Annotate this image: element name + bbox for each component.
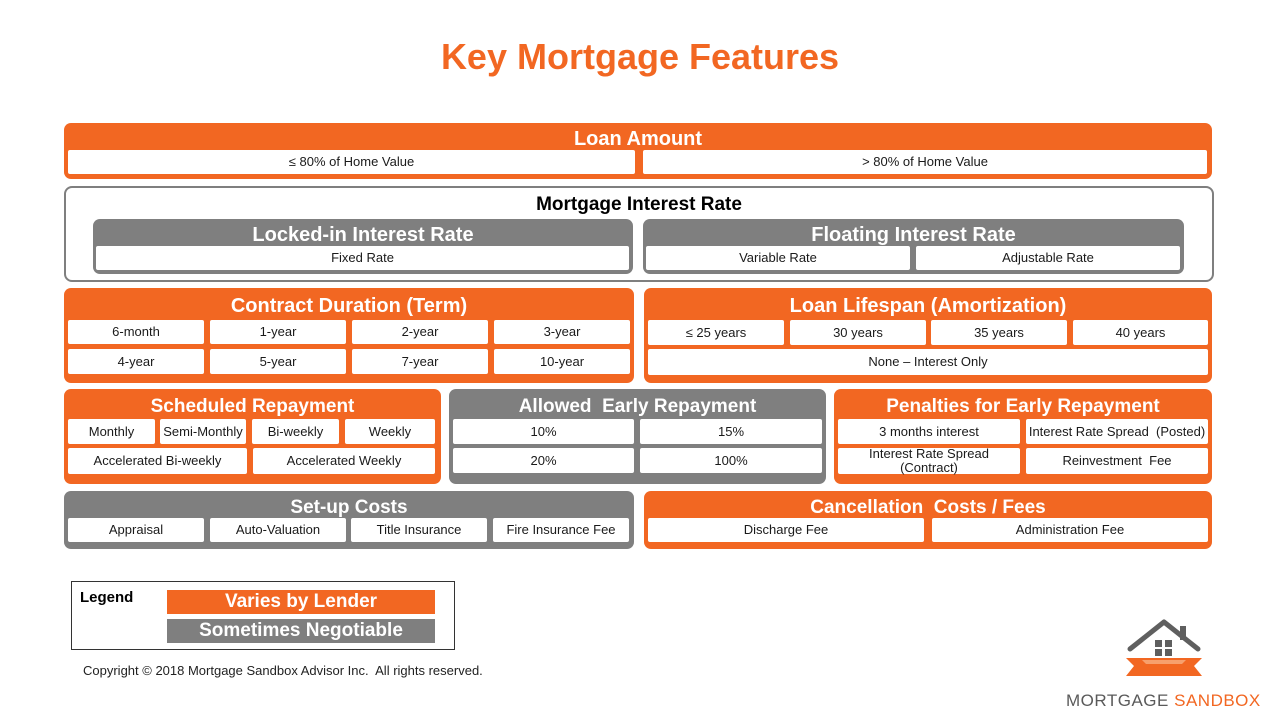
locked-rate-panel [93, 219, 633, 274]
locked-rate-option: Fixed Rate [96, 246, 629, 270]
penalties-option: Reinvestment Fee [1026, 448, 1208, 474]
setup-costs-option: Appraisal [68, 518, 204, 542]
term-option: 5-year [210, 349, 346, 374]
penalties-option: 3 months interest [838, 419, 1020, 444]
cancellation-title: Cancellation Costs / Fees [810, 497, 1046, 518]
penalties-option: Interest Rate Spread (Contract) [838, 448, 1020, 474]
early-repayment-option: 15% [640, 419, 822, 444]
term-option: 10-year [494, 349, 630, 374]
interest-rate-title: Mortgage Interest Rate [536, 194, 742, 215]
locked-rate-title: Locked-in Interest Rate [252, 224, 474, 246]
cancellation-panel [644, 491, 1212, 549]
scheduled-repayment-option: Accelerated Bi-weekly [68, 448, 247, 474]
penalties-panel [834, 389, 1212, 484]
brand-name-part2: SANDBOX [1174, 691, 1261, 710]
setup-costs-option: Auto-Valuation [210, 518, 346, 542]
amortization-option: 30 years [790, 320, 926, 345]
amortization-option: ≤ 25 years [648, 320, 784, 345]
legend [71, 581, 455, 650]
setup-costs-panel [64, 491, 634, 549]
loan-amount-title: Loan Amount [573, 128, 703, 150]
floating-rate-title: Floating Interest Rate [811, 224, 1016, 246]
interest-rate-panel [64, 186, 1214, 282]
term-panel [64, 288, 634, 383]
term-option: 1-year [210, 320, 346, 344]
loan-amount-option: > 80% of Home Value [643, 150, 1207, 174]
scheduled-repayment-option: Monthly [68, 419, 155, 444]
term-option: 4-year [68, 349, 204, 374]
scheduled-repayment-option: Accelerated Weekly [253, 448, 435, 474]
house-logo-icon [1122, 616, 1206, 680]
setup-costs-title: Set-up Costs [290, 497, 408, 518]
loan-amount-option: ≤ 80% of Home Value [68, 150, 635, 174]
cancellation-option: Administration Fee [932, 518, 1208, 542]
term-title: Contract Duration (Term) [230, 295, 468, 317]
scheduled-repayment-option: Semi-Monthly [160, 419, 246, 444]
scheduled-repayment-option: Bi-weekly [252, 419, 339, 444]
legend-sometimes-negotiable: Sometimes Negotiable [167, 619, 435, 643]
setup-costs-option: Fire Insurance Fee [493, 518, 629, 542]
setup-costs-option: Title Insurance [351, 518, 487, 542]
floating-rate-option: Variable Rate [646, 246, 910, 270]
early-repayment-option: 10% [453, 419, 634, 444]
page-title: Key Mortgage Features [440, 36, 840, 77]
floating-rate-panel [643, 219, 1184, 274]
scheduled-repayment-title: Scheduled Repayment [150, 396, 355, 417]
amortization-title: Loan Lifespan (Amortization) [789, 295, 1067, 317]
loan-amount-panel [64, 123, 1212, 179]
term-option: 2-year [352, 320, 488, 344]
term-option: 3-year [494, 320, 630, 344]
early-repayment-panel [449, 389, 826, 484]
copyright-text: Copyright © 2018 Mortgage Sandbox Advisor Inc. All rights reserved. [83, 663, 483, 678]
legend-varies-by-lender: Varies by Lender [167, 590, 435, 614]
penalties-title: Penalties for Early Repayment [886, 396, 1160, 417]
early-repayment-option: 20% [453, 448, 634, 473]
floating-rate-option: Adjustable Rate [916, 246, 1180, 270]
scheduled-repayment-panel [64, 389, 441, 484]
early-repayment-option: 100% [640, 448, 822, 473]
amortization-option: None – Interest Only [648, 349, 1208, 375]
legend-title: Legend [80, 589, 134, 606]
amortization-option: 35 years [931, 320, 1067, 345]
brand-name-part1: MORTGAGE [1066, 691, 1169, 710]
penalties-option: Interest Rate Spread (Posted) [1026, 419, 1208, 444]
term-option: 6-month [68, 320, 204, 344]
brand-logo [1066, 691, 1261, 711]
amortization-panel [644, 288, 1212, 383]
term-option: 7-year [352, 349, 488, 374]
amortization-option: 40 years [1073, 320, 1208, 345]
scheduled-repayment-option: Weekly [345, 419, 435, 444]
early-repayment-title: Allowed Early Repayment [518, 396, 757, 417]
cancellation-option: Discharge Fee [648, 518, 924, 542]
